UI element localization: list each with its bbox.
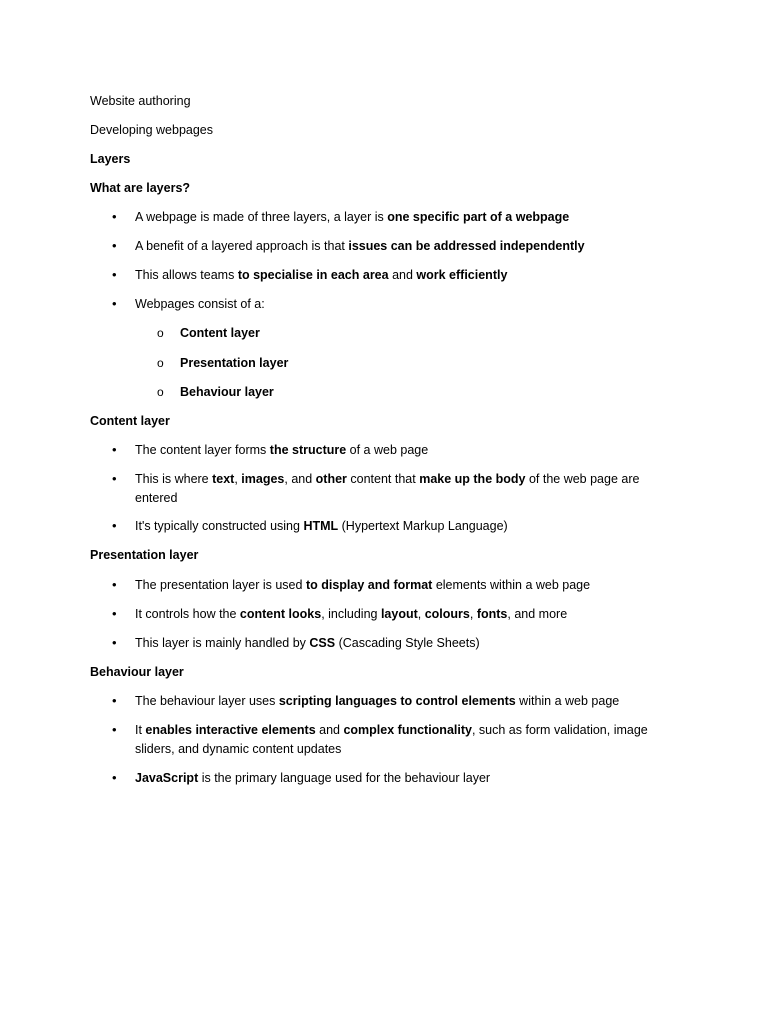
section-heading-layers: Layers bbox=[90, 152, 131, 166]
sub-list-item: Presentation layer bbox=[180, 356, 289, 370]
sub-list-item: Content layer bbox=[180, 326, 260, 340]
bullet-icon: • bbox=[112, 693, 117, 708]
bullet-icon: • bbox=[112, 722, 117, 737]
list-item: It's typically constructed using HTML (Hypertext Markup Language) bbox=[135, 519, 508, 533]
list-item: This layer is mainly handled by CSS (Cascading Style Sheets) bbox=[135, 636, 480, 650]
document-subtitle: Developing webpages bbox=[90, 123, 214, 137]
list-item: The content layer forms the structure of a web page bbox=[135, 443, 429, 457]
list-item: The presentation layer is used to display and format elements within a web page bbox=[135, 578, 591, 592]
bullet-icon: • bbox=[112, 471, 117, 486]
section-heading-content-layer: Content layer bbox=[90, 414, 170, 428]
list-item: A benefit of a layered approach is that issues can be addressed independently bbox=[135, 239, 585, 253]
list-item: A webpage is made of three layers, a layer is one specific part of a webpage bbox=[135, 210, 570, 224]
bullet-icon: • bbox=[112, 238, 117, 253]
list-item: This allows teams to specialise in each area and work efficiently bbox=[135, 268, 508, 282]
list-item: This is where text, images, and other content that make up the body of the web page are entered bbox=[135, 472, 640, 505]
list-item: It controls how the content looks, including layout, colours, fonts, and more bbox=[135, 607, 568, 621]
bullet-icon: • bbox=[112, 770, 117, 785]
bullet-icon: • bbox=[112, 296, 117, 311]
sub-bullet-icon: o bbox=[157, 356, 164, 370]
section-heading-behaviour-layer: Behaviour layer bbox=[90, 665, 184, 679]
sub-bullet-icon: o bbox=[157, 326, 164, 340]
list-item: Webpages consist of a: bbox=[135, 297, 265, 311]
bullet-icon: • bbox=[112, 267, 117, 282]
list-item: JavaScript is the primary language used for the behaviour layer bbox=[135, 771, 491, 785]
sub-list-item: Behaviour layer bbox=[180, 385, 274, 399]
bullet-icon: • bbox=[112, 577, 117, 592]
bullet-icon: • bbox=[112, 635, 117, 650]
bullet-icon: • bbox=[112, 442, 117, 457]
subsection-heading-what-are-layers: What are layers? bbox=[90, 181, 191, 195]
bullet-icon: • bbox=[112, 606, 117, 621]
list-item: It enables interactive elements and complex functionality, such as form validation, image sliders, and dynamic content updates bbox=[135, 723, 648, 756]
section-heading-presentation-layer: Presentation layer bbox=[90, 548, 199, 562]
list-item: The behaviour layer uses scripting languages to control elements within a web page bbox=[135, 694, 620, 708]
bullet-icon: • bbox=[112, 518, 117, 533]
document-title: Website authoring bbox=[90, 94, 191, 108]
bullet-icon: • bbox=[112, 209, 117, 224]
sub-bullet-icon: o bbox=[157, 385, 164, 399]
